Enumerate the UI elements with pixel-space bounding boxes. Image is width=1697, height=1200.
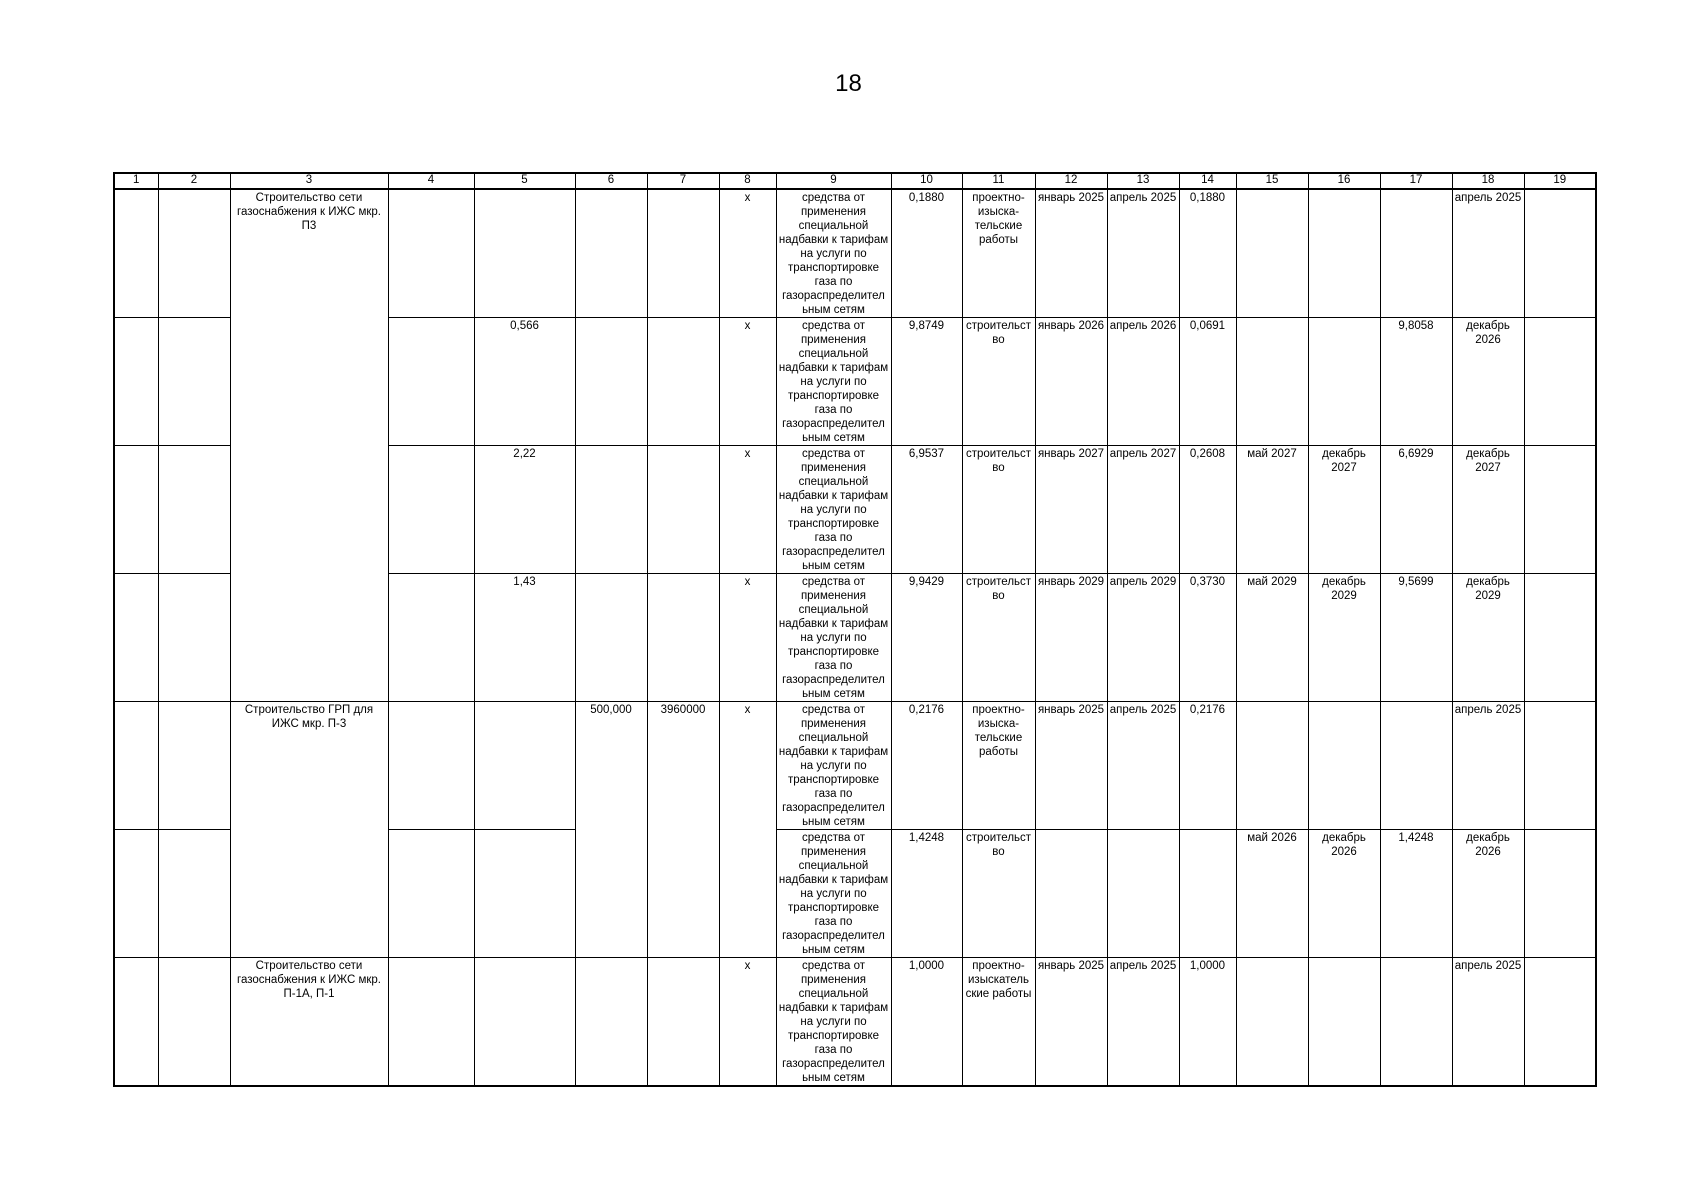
header-cell: 4: [388, 173, 474, 189]
cell-col10: 1,0000: [891, 958, 962, 1087]
cell-col6: [575, 189, 647, 318]
work-type: строительст во: [962, 574, 1035, 702]
cell-col15: [1236, 702, 1308, 830]
cell-col17: 1,4248: [1380, 830, 1452, 958]
cell-col2: [158, 574, 230, 702]
header-cell: 9: [776, 173, 891, 189]
cell-col10: 0,1880: [891, 189, 962, 318]
header-cell: 15: [1236, 173, 1308, 189]
cell-col8: х: [719, 702, 776, 958]
cell-col14: 0,2176: [1179, 702, 1236, 830]
cell-col1: [114, 574, 158, 702]
cell-col15: [1236, 318, 1308, 446]
header-cell: 18: [1452, 173, 1524, 189]
cell-col16: декабрь 2026: [1308, 830, 1380, 958]
cell-col7: [647, 574, 719, 702]
cell-col15: [1236, 958, 1308, 1087]
cell-col17: 9,8058: [1380, 318, 1452, 446]
table-row: [114, 702, 1596, 830]
header-cell: 7: [647, 173, 719, 189]
header-cell: 3: [230, 173, 388, 189]
cell-col12: январь 2029: [1035, 574, 1107, 702]
work-type: строительст во: [962, 318, 1035, 446]
cell-col17: [1380, 702, 1452, 830]
header-cell: 6: [575, 173, 647, 189]
cell-col6: [575, 446, 647, 574]
funding-source: средства от применения специальной надбавки к тарифам на услуги по транспортировке газа по газораспределител ьным сетям: [776, 189, 891, 318]
table-row: [114, 958, 1596, 1087]
object-name: Строительство ГРП для ИЖС мкр. П-3: [230, 702, 388, 958]
cell-col10: 6,9537: [891, 446, 962, 574]
header-cell: 8: [719, 173, 776, 189]
cell-col12: январь 2027: [1035, 446, 1107, 574]
cell-col5: 1,43: [474, 574, 575, 702]
cell-col19: [1524, 574, 1596, 702]
object-name: Строительство сети газоснабжения к ИЖС мкр. П3: [230, 189, 388, 702]
work-type: проектно- изыска- тельские работы: [962, 189, 1035, 318]
cell-col14: 0,2608: [1179, 446, 1236, 574]
funding-source: средства от применения специальной надбавки к тарифам на услуги по транспортировке газа по газораспределител ьным сетям: [776, 574, 891, 702]
cell-col14: 0,3730: [1179, 574, 1236, 702]
cell-col2: [158, 702, 230, 830]
cell-col5: [474, 702, 575, 830]
cell-col15: май 2027: [1236, 446, 1308, 574]
cell-col19: [1524, 958, 1596, 1087]
work-type: проектно- изыска- тельские работы: [962, 702, 1035, 830]
cell-col17: 9,5699: [1380, 574, 1452, 702]
cell-col7: 3960000: [647, 702, 719, 958]
cell-col2: [158, 958, 230, 1087]
cell-col18: декабрь 2029: [1452, 574, 1524, 702]
cell-col4: [388, 958, 474, 1087]
cell-col18: декабрь 2027: [1452, 446, 1524, 574]
cell-col16: [1308, 958, 1380, 1087]
header-cell: 17: [1380, 173, 1452, 189]
cell-col7: [647, 446, 719, 574]
cell-col8: х: [719, 318, 776, 446]
cell-col14: 0,1880: [1179, 189, 1236, 318]
cell-col19: [1524, 830, 1596, 958]
cell-col7: [647, 189, 719, 318]
work-type: строительст во: [962, 446, 1035, 574]
header-cell: 2: [158, 173, 230, 189]
cell-col12: [1035, 830, 1107, 958]
cell-col8: х: [719, 189, 776, 318]
header-cell: 13: [1107, 173, 1179, 189]
cell-col5: 0,566: [474, 318, 575, 446]
cell-col16: [1308, 189, 1380, 318]
cell-col19: [1524, 318, 1596, 446]
cell-col2: [158, 830, 230, 958]
schedule-table: [113, 172, 1597, 1087]
cell-col18: декабрь 2026: [1452, 830, 1524, 958]
cell-col10: 9,8749: [891, 318, 962, 446]
cell-col14: 0,0691: [1179, 318, 1236, 446]
cell-col12: январь 2026: [1035, 318, 1107, 446]
cell-col17: [1380, 189, 1452, 318]
work-type: проектно- изыскатель ские работы: [962, 958, 1035, 1087]
cell-col19: [1524, 702, 1596, 830]
cell-col1: [114, 189, 158, 318]
funding-source: средства от применения специальной надбавки к тарифам на услуги по транспортировке газа по газораспределител ьным сетям: [776, 958, 891, 1087]
cell-col4: [388, 189, 474, 318]
cell-col12: январь 2025: [1035, 189, 1107, 318]
cell-col13: апрель 2027: [1107, 446, 1179, 574]
cell-col10: 0,2176: [891, 702, 962, 830]
header-row: [114, 173, 1596, 189]
funding-source: средства от применения специальной надбавки к тарифам на услуги по транспортировке газа по газораспределител ьным сетям: [776, 830, 891, 958]
cell-col1: [114, 318, 158, 446]
cell-col13: апрель 2026: [1107, 318, 1179, 446]
cell-col16: декабрь 2029: [1308, 574, 1380, 702]
object-name: Строительство сети газоснабжения к ИЖС мкр. П-1А, П-1: [230, 958, 388, 1087]
cell-col14: [1179, 830, 1236, 958]
cell-col6: [575, 958, 647, 1087]
cell-col19: [1524, 189, 1596, 318]
work-type: строительст во: [962, 830, 1035, 958]
cell-col18: декабрь 2026: [1452, 318, 1524, 446]
funding-source: средства от применения специальной надбавки к тарифам на услуги по транспортировке газа по газораспределител ьным сетям: [776, 446, 891, 574]
header-cell: 19: [1524, 173, 1596, 189]
cell-col1: [114, 702, 158, 830]
header-cell: 1: [114, 173, 158, 189]
header-cell: 10: [891, 173, 962, 189]
cell-col17: [1380, 958, 1452, 1087]
funding-source: средства от применения специальной надбавки к тарифам на услуги по транспортировке газа по газораспределител ьным сетям: [776, 702, 891, 830]
cell-col13: апрель 2029: [1107, 574, 1179, 702]
table-row: [114, 189, 1596, 318]
cell-col7: [647, 318, 719, 446]
cell-col13: апрель 2025: [1107, 189, 1179, 318]
cell-col8: х: [719, 446, 776, 574]
cell-col12: январь 2025: [1035, 702, 1107, 830]
cell-col15: май 2026: [1236, 830, 1308, 958]
cell-col5: [474, 830, 575, 958]
cell-col1: [114, 446, 158, 574]
cell-col4: [388, 830, 474, 958]
page-number: 18: [835, 70, 862, 97]
cell-col14: 1,0000: [1179, 958, 1236, 1087]
cell-col15: май 2029: [1236, 574, 1308, 702]
cell-col10: 1,4248: [891, 830, 962, 958]
header-cell: 12: [1035, 173, 1107, 189]
cell-col6: [575, 318, 647, 446]
cell-col6: [575, 574, 647, 702]
header-cell: 5: [474, 173, 575, 189]
cell-col2: [158, 446, 230, 574]
cell-col4: [388, 318, 474, 446]
cell-col13: апрель 2025: [1107, 702, 1179, 830]
cell-col1: [114, 830, 158, 958]
cell-col4: [388, 446, 474, 574]
cell-col2: [158, 318, 230, 446]
cell-col7: [647, 958, 719, 1087]
header-cell: 11: [962, 173, 1035, 189]
cell-col5: [474, 958, 575, 1087]
cell-col12: январь 2025: [1035, 958, 1107, 1087]
cell-col2: [158, 189, 230, 318]
cell-col17: 6,6929: [1380, 446, 1452, 574]
cell-col10: 9,9429: [891, 574, 962, 702]
cell-col13: [1107, 830, 1179, 958]
cell-col15: [1236, 189, 1308, 318]
cell-col16: декабрь 2027: [1308, 446, 1380, 574]
cell-col13: апрель 2025: [1107, 958, 1179, 1087]
cell-col16: [1308, 702, 1380, 830]
cell-col8: х: [719, 574, 776, 702]
cell-col6: 500,000: [575, 702, 647, 958]
header-cell: 14: [1179, 173, 1236, 189]
header-cell: 16: [1308, 173, 1380, 189]
cell-col1: [114, 958, 158, 1087]
cell-col18: апрель 2025: [1452, 702, 1524, 830]
cell-col18: апрель 2025: [1452, 958, 1524, 1087]
cell-col5: 2,22: [474, 446, 575, 574]
funding-source: средства от применения специальной надбавки к тарифам на услуги по транспортировке газа по газораспределител ьным сетям: [776, 318, 891, 446]
cell-col5: [474, 189, 575, 318]
cell-col16: [1308, 318, 1380, 446]
cell-col19: [1524, 446, 1596, 574]
cell-col4: [388, 574, 474, 702]
cell-col8: х: [719, 958, 776, 1087]
cell-col18: апрель 2025: [1452, 189, 1524, 318]
cell-col4: [388, 702, 474, 830]
